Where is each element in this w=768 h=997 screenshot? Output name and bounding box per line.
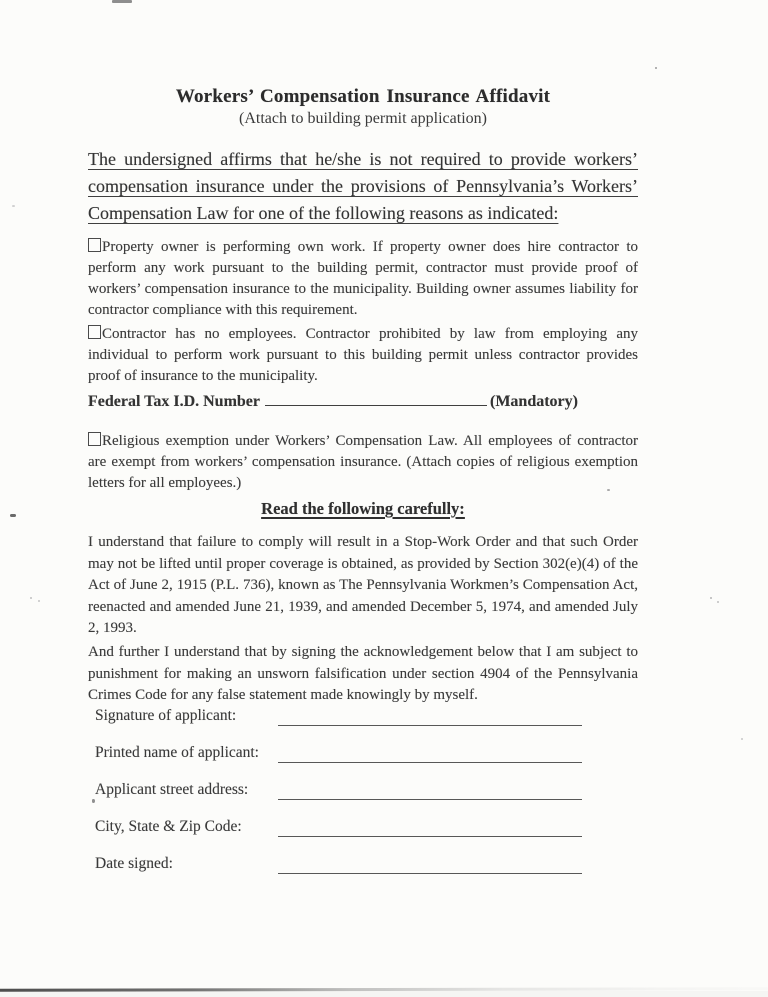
legal-paragraph-stop-work: I understand that failure to comply will result in a Stop-Work Order and that such Order may not be lifted until proper coverage is obtained, as provided by Section 302(e)(4) of the Act of June 2, 1915 (P.L. 736), known as The Pennsylvania Workmen’s Compensation Act, reenacted and amended June 21, 1939, and amended December 5, 1974, and amended July 2, 1993. [88,534,638,636]
mandatory-note: (Mandatory) [490,393,578,410]
scan-speckle [10,514,16,517]
federal-tax-id-row [88,391,638,411]
city-state-zip-label: City, State & Zip Code: [95,818,242,835]
scan-speckle [92,799,95,803]
legal-paragraph-falsification: And further I understand that by signing the acknowledgement below that I am subject to punishment for making an unsworn falsification under section 4904 of the Pennsylvania Crimes Code for any false statement made knowingly by myself. [88,644,638,703]
checkbox-religious-exemption[interactable] [88,432,101,446]
scan-speckle [710,597,712,599]
document-subtitle: (Attach to building permit application) [239,110,487,127]
signature-row-date-signed [88,853,638,890]
section-heading-text: Read the following carefully: [261,499,465,518]
scan-speckle [717,601,719,603]
date-signed-input-line[interactable] [278,855,582,874]
date-signed-label: Date signed: [95,855,173,872]
section-heading [88,499,638,519]
printed-name-input-line[interactable] [278,744,582,763]
signature-label: Signature of applicant: [95,707,237,724]
street-address-input-line[interactable] [278,781,582,800]
intro-line-1: The undersigned affirms that he/she is not required to provide workers’ [88,149,638,169]
signature-row-street-address [88,779,638,816]
scan-speckle [30,597,32,599]
option-text-property-owner: Property owner is performing own work. If property owner does hire contractor to perform any work pursuant to the building permit, contractor must provide proof of workers’ compensation insurance to the municipality. Building owner assumes liability for contractor compliance with this requirement. [88,239,638,318]
signature-row-city-state-zip [88,816,638,853]
option-text-religious-exemption: Religious exemption under Workers’ Compensation Law. All employees of contractor are exempt from workers’ compensation insurance. (Attach copies of religious exemption letters for all employees.) [88,433,638,491]
signature-section [88,705,638,890]
city-state-zip-input-line[interactable] [278,818,582,837]
federal-tax-id-label: Federal Tax I.D. Number [88,393,260,410]
checkbox-no-employees[interactable] [88,325,101,339]
scan-speckle [741,738,743,740]
affidavit-option-no-employees [88,324,638,387]
signature-row-signature [88,705,638,742]
checkbox-property-owner[interactable] [88,238,101,252]
scan-artifact-top-dash [112,0,132,3]
intro-line-2: compensation insurance under the provisions of Pennsylvania’s Workers’ [88,176,638,196]
document-title: Workers’ Compensation Insurance Affidavit [175,86,551,107]
federal-tax-id-input-line[interactable] [265,391,487,406]
scan-speckle [38,600,40,602]
intro-line-3: Compensation Law for one of the following reasons as indicated: [88,203,559,223]
scan-speckle [655,67,657,69]
affidavit-option-property-owner [88,237,638,321]
scan-speckle [12,205,15,207]
signature-input-line[interactable] [278,707,582,726]
affidavit-option-religious-exemption [88,431,638,494]
signature-row-printed-name [88,742,638,779]
printed-name-label: Printed name of applicant: [95,744,259,761]
intro-statement [88,146,638,227]
street-address-label: Applicant street address: [95,781,249,798]
scan-artifact-bottom-shade [0,991,768,997]
option-text-no-employees: Contractor has no employees. Contractor prohibited by law from employing any individual to perform work pursuant to this building permit unless contractor provides proof of insurance to the municipality. [88,326,638,384]
scan-speckle [607,489,610,491]
